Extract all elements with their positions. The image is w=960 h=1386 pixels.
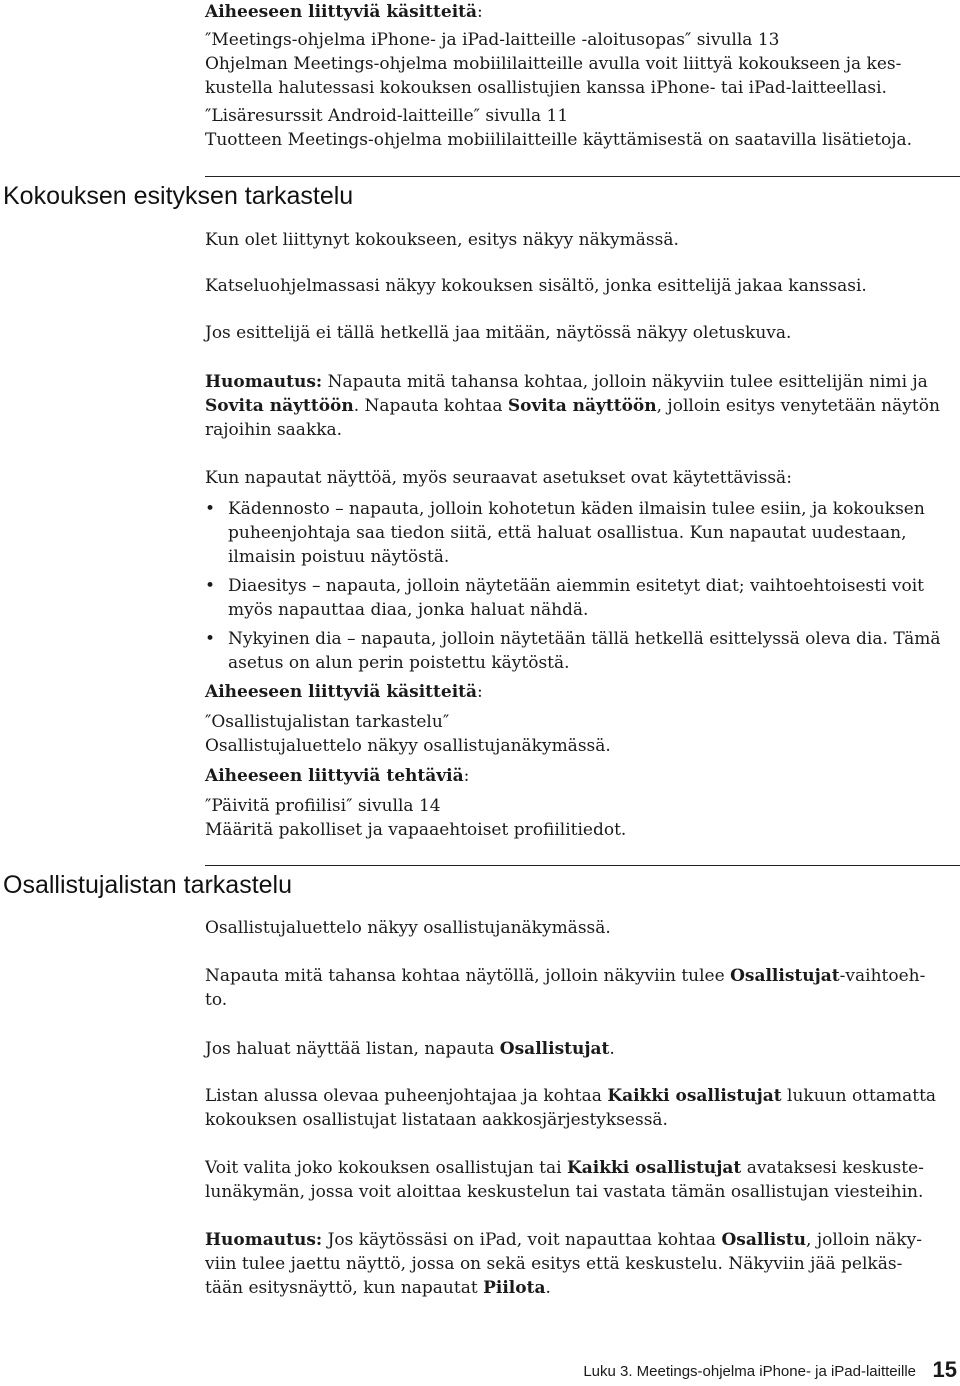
related-link-android-resources[interactable]: ″Lisäresurssit Android-laitteille″ sivulla 11 (205, 106, 569, 126)
note-continuation: viin tulee jaettu näyttö, jossa on sekä esitys että keskustelu. Näkyviin jää pelkäs- (205, 1254, 903, 1274)
paragraph: Kun napautat näyttöä, myös seuraavat asetukset ovat käytettävissä: (205, 468, 792, 488)
list-item: Nykyinen dia – napauta, jolloin näytetään tällä hetkellä esittelyssä oleva dia. Tämä asetus on alun perin poistettu käytöstä. (228, 629, 941, 673)
related-link-participants[interactable]: ″Osallistujalistan tarkastelu″ (205, 712, 450, 732)
paragraph: Jos haluat näyttää listan, napauta Osallistujat. (205, 1039, 615, 1059)
bullet-marker: • (205, 629, 216, 649)
list-item: Kädennosto – napauta, jolloin kohotetun käden ilmaisin tulee esiin, ja kokouksen puheenjohtaja saa tiedon siitä, että haluat osallistua. Kun napautat uudestaan, ilmaisin poistuu näytöstä. (228, 499, 925, 567)
paragraph-continuation: to. (205, 990, 228, 1010)
related-desc-line: kustella halutessasi kokouksen osallistujien kanssa iPhone- tai iPad-laitteellasi. (205, 78, 887, 98)
paragraph: Voit valita joko kokouksen osallistujan tai Kaikki osallistujat avataksesi keskuste- (205, 1158, 924, 1178)
related-link-getting-started[interactable]: ″Meetings-ohjelma iPhone- ja iPad-laitteille -aloitusopas″ sivulla 13 (205, 30, 780, 50)
note-paragraph: Huomautus: Napauta mitä tahansa kohtaa, jolloin näkyviin tulee esittelijän nimi ja Sovita näyttöön. Napauta kohtaa Sovita näyttöön, jolloin esitys venytetään näytön rajoihin saakka. (205, 372, 940, 440)
related-concepts-heading: Aiheeseen liittyviä käsitteitä: (205, 2, 483, 22)
related-desc-line: Osallistujaluettelo näkyy osallistujanäkymässä. (205, 736, 611, 756)
section-heading-participants: Osallistujalistan tarkastelu (3, 871, 293, 899)
page-number: 15 (932, 1357, 957, 1382)
related-tasks-heading: Aiheeseen liittyviä tehtäviä: (205, 766, 470, 786)
section-divider (205, 865, 960, 866)
paragraph: Osallistujaluettelo näkyy osallistujanäkymässä. (205, 918, 611, 938)
paragraph: Jos esittelijä ei tällä hetkellä jaa mitään, näytössä näkyy oletuskuva. (205, 323, 792, 343)
section-heading-presentation: Kokouksen esityksen tarkastelu (3, 182, 354, 210)
paragraph: Napauta mitä tahansa kohtaa näytöllä, jolloin näkyviin tulee Osallistujat-vaihtoeh- (205, 966, 926, 986)
note-paragraph: Huomautus: Jos käytössäsi on iPad, voit napauttaa kohtaa Osallistu, jolloin näky- (205, 1230, 922, 1250)
paragraph-continuation: kokouksen osallistujat listataan aakkosjärjestyksessä. (205, 1110, 668, 1130)
bullet-marker: • (205, 576, 216, 596)
related-desc-line: Määritä pakolliset ja vapaaehtoiset profiilitiedot. (205, 820, 627, 840)
footer-chapter-title: Luku 3. Meetings-ohjelma iPhone- ja iPad-laitteille (583, 1363, 916, 1380)
note-label: Huomautus: (205, 1230, 323, 1250)
bullet-marker: • (205, 499, 216, 519)
note-label: Huomautus: (205, 372, 323, 392)
note-continuation: tään esitysnäyttö, kun napautat Piilota. (205, 1278, 551, 1298)
related-desc-line: Tuotteen Meetings-ohjelma mobiililaitteille käyttämisestä on saatavilla lisätietoja. (205, 130, 913, 150)
paragraph-continuation: lunäkymän, jossa voit aloittaa keskustelun tai vastata tämän osallistujan viesteihin. (205, 1182, 924, 1202)
list-item: Diaesitys – napauta, jolloin näytetään aiemmin esitetyt diat; vaihtoehtoisesti voit myös napauttaa diaa, jonka haluat nähdä. (228, 576, 925, 620)
paragraph: Listan alussa olevaa puheenjohtajaa ja kohtaa Kaikki osallistujat lukuun ottamatta (205, 1086, 937, 1106)
paragraph: Kun olet liittynyt kokoukseen, esitys näkyy näkymässä. (205, 230, 679, 250)
related-link-update-profile[interactable]: ″Päivitä profiilisi″ sivulla 14 (205, 796, 441, 816)
related-concepts-heading: Aiheeseen liittyviä käsitteitä: (205, 682, 483, 702)
section-divider (205, 176, 960, 177)
paragraph: Katseluohjelmassasi näkyy kokouksen sisältö, jonka esittelijä jakaa kanssasi. (205, 276, 867, 296)
related-desc-line: Ohjelman Meetings-ohjelma mobiililaitteille avulla voit liittyä kokoukseen ja kes- (205, 54, 902, 74)
